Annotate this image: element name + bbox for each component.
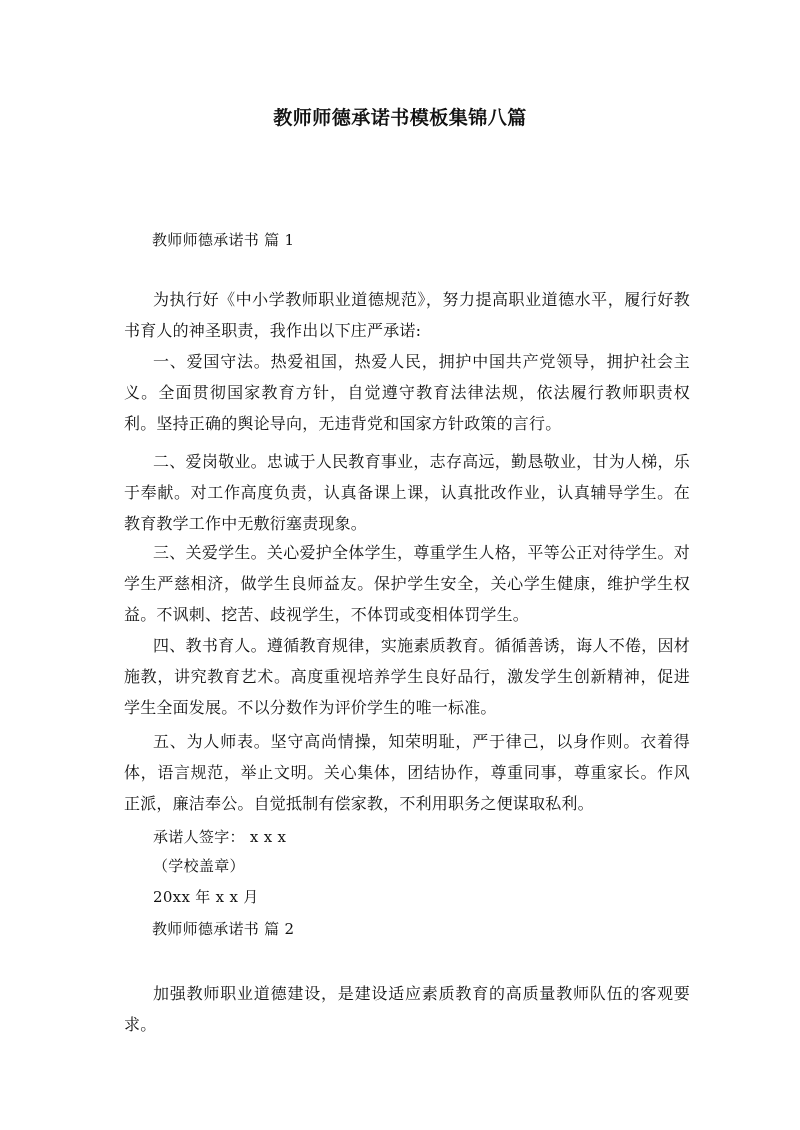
- section-1-heading: 教师师德承诺书 篇 1: [152, 231, 295, 249]
- pledge-item-5: 五、为人师表。坚守高尚情操，知荣明耻，严于律己，以身作则。衣着得体，语言规范，举止文明。关心集体，团结协作，尊重同事，尊重家长。作风正派，廉洁奉公。自觉抵制有偿家教，不利用职务之便谋取私利。: [124, 732, 690, 813]
- pledge-item-3: 三、关爱学生。关心爱护全体学生，尊重学生人格，平等公正对待学生。对学生严慈相济，做学生良师益友。保护学生安全，关心学生健康，维护学生权益。不讽刺、挖苦、歧视学生，不体罚或变相体罚学生。: [124, 543, 690, 624]
- section-2-heading: 教师师德承诺书 篇 2: [152, 920, 295, 938]
- document-title: 教师师德承诺书模板集锦八篇: [273, 107, 527, 129]
- section-2-intro: 加强教师职业道德建设，是建设适应素质教育的高质量教师队伍的客观要求。: [124, 984, 690, 1034]
- pledge-item-4: 四、教书育人。遵循教育规律，实施素质教育。循循善诱，诲人不倦，因材施教，讲究教育艺术。高度重视培养学生良好品行，激发学生创新精神，促进学生全面发展。不以分数作为评价学生的唯一标准。: [124, 636, 690, 717]
- section-1-intro: 为执行好《中小学教师职业道德规范》，努力提高职业道德水平，履行好教书育人的神圣职责，我作出以下庄严承诺:: [124, 290, 690, 340]
- signature-line: 承诺人签字： x x x: [153, 828, 287, 846]
- school-seal: （学校盖章）: [153, 857, 245, 875]
- pledge-item-2: 二、爱岗敬业。忠诚于人民教育事业，志存高远，勤恳敬业，甘为人梯，乐于奉献。对工作高度负责，认真备课上课，认真批改作业，认真辅导学生。在教育教学工作中无敷衍塞责现象。: [124, 452, 690, 533]
- date-line: 20xx 年 x x 月: [153, 888, 259, 906]
- pledge-item-1: 一、爱国守法。热爱祖国，热爱人民，拥护中国共产党领导，拥护社会主义。全面贯彻国家教育方针，自觉遵守教育法律法规，依法履行教师职责权利。坚持正确的舆论导向，无违背党和国家方针政策的言行。: [124, 352, 690, 433]
